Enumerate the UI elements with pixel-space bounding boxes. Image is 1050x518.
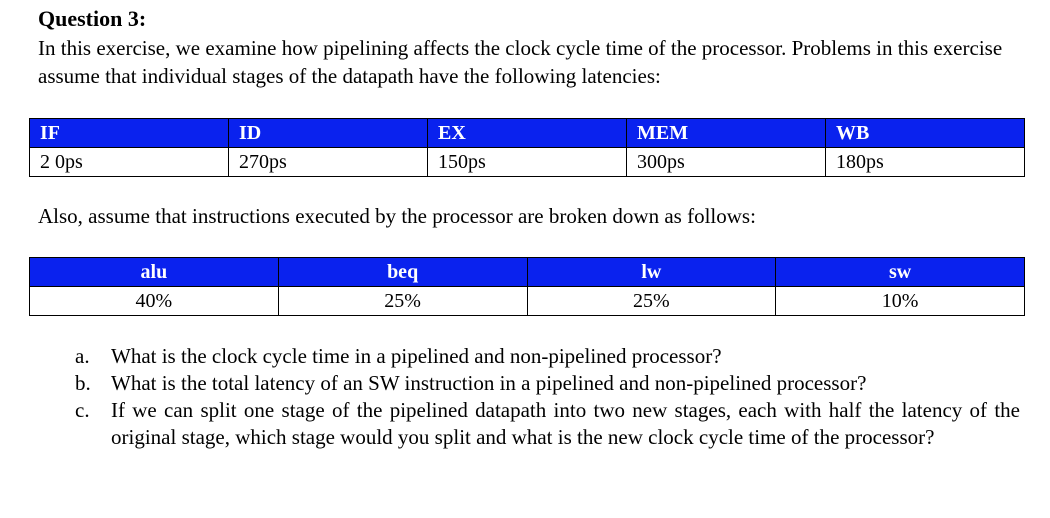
sub-question-text: If we can split one stage of the pipelined datapath into two new stages, each with half the latency of the original stage, which stage would you split and what is the new clock cycle time of the processor? [111,398,1020,449]
cell-beq-percent: 25% [278,287,527,316]
table-header-row [30,258,1025,287]
list-marker: b. [75,371,91,395]
cell-lw-percent: 25% [527,287,776,316]
header-cell-mem: MEM [627,119,826,148]
cell-if-latency: 2 0ps [30,148,229,177]
sub-question-list [75,343,1020,451]
table-row [30,148,1025,177]
table-row [30,287,1025,316]
sub-question-text: What is the clock cycle time in a pipelined and non-pipelined processor? [111,344,722,368]
cell-ex-latency: 150ps [428,148,627,177]
cell-wb-latency: 180ps [826,148,1025,177]
header-cell-sw: sw [776,258,1025,287]
sub-question-text: What is the total latency of an SW instruction in a pipelined and non-pipelined processor? [111,371,867,395]
list-marker: a. [75,344,90,368]
header-cell-id: ID [229,119,428,148]
cell-mem-latency: 300ps [627,148,826,177]
list-item [75,370,1020,397]
header-cell-lw: lw [527,258,776,287]
instruction-mix-table [29,257,1025,316]
header-cell-if: IF [30,119,229,148]
header-cell-ex: EX [428,119,627,148]
cell-id-latency: 270ps [229,148,428,177]
stage-latency-table [29,118,1025,177]
cell-alu-percent: 40% [30,287,279,316]
question-intro: In this exercise, we examine how pipelining affects the clock cycle time of the processor. Problems in this exercise assume that individual stages of the datapath have the following latencies: [38,36,1003,88]
cell-sw-percent: 10% [776,287,1025,316]
header-cell-alu: alu [30,258,279,287]
instruction-mix-intro: Also, assume that instructions executed by the processor are broken down as follows: [38,204,756,228]
table-header-row [30,119,1025,148]
question-heading: Question 3: [38,6,147,31]
header-cell-wb: WB [826,119,1025,148]
list-item [75,397,1020,451]
list-item [75,343,1020,370]
list-marker: c. [75,398,90,422]
header-cell-beq: beq [278,258,527,287]
